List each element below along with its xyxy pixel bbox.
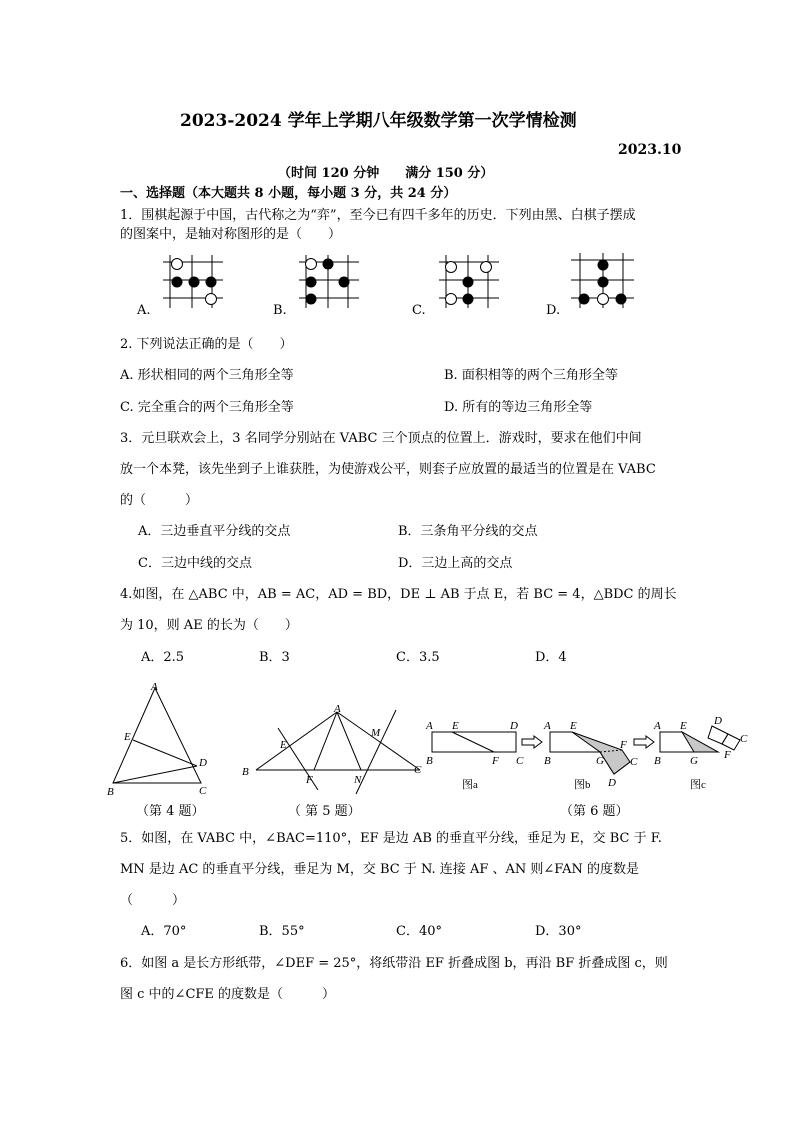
go-board-d (568, 250, 638, 310)
exam-date: 2023.10 (618, 142, 682, 158)
svg-text:D: D (510, 720, 518, 732)
svg-text:E: E (680, 720, 687, 732)
svg-text:A: A (654, 720, 661, 732)
svg-text:A: A (151, 681, 158, 693)
svg-text:C: C (414, 764, 422, 776)
figure-4 (105, 680, 215, 800)
q3-line3: 的（ ） (120, 493, 199, 508)
q3-line1: 3．元旦联欢会上，3 名同学分别站在 VABC 三个顶点的位置上．游戏时，要求在他们中间 (120, 431, 642, 446)
q5-option-a[interactable]: A．70° (141, 924, 187, 939)
svg-text:B: B (107, 786, 114, 798)
q1-option-b[interactable]: B. (273, 303, 287, 318)
svg-text:D: D (714, 715, 722, 727)
q5-line1: 5．如图，在 VABC 中，∠BAC=110°，EF 是边 AB 的垂直平分线，垂足为 E，交 BC 于 F. (120, 831, 662, 846)
svg-text:B: B (242, 766, 249, 778)
svg-text:F: F (306, 774, 313, 786)
q1-line1: 1．围棋起源于中国，古代称之为“弈”，至今已有四千多年的历史．下列由黑、白棋子摆成 (120, 208, 636, 223)
fig6-caption: （第 6 题） (560, 804, 629, 819)
q2-option-c[interactable]: C. 完全重合的两个三角形全等 (120, 400, 294, 415)
q3-option-a[interactable]: A．三边垂直平分线的交点 (138, 524, 291, 539)
q2-stem: 2. 下列说法正确的是（ ） (120, 337, 293, 352)
q1-line2: 的图案中，是轴对称图形的是（ ） (120, 227, 342, 242)
q1-option-d[interactable]: D. (546, 303, 561, 318)
svg-text:A: A (426, 720, 433, 732)
fig4-caption: （第 4 题） (136, 804, 205, 819)
q5-option-b[interactable]: B．55° (259, 924, 305, 939)
q2-option-d[interactable]: D. 所有的等边三角形全等 (444, 400, 593, 415)
svg-text:B: B (544, 755, 551, 767)
page-title: 2023-2024 学年上学期八年级数学第一次学情检测 (180, 111, 577, 131)
section-heading: 一、选择题（本大题共 8 小题，每小题 3 分，共 24 分） (120, 186, 457, 201)
svg-text:E: E (452, 720, 459, 732)
svg-text:G: G (690, 755, 698, 767)
svg-text:C: C (199, 785, 207, 797)
q3-option-c[interactable]: C．三边中线的交点 (138, 556, 252, 571)
q6-line1: 6．如图 a 是长方形纸带，∠DEF = 25°，将纸带沿 EF 折叠成图 b，再沿 BF 折叠成图 c，则 (120, 956, 668, 971)
go-board-c (436, 252, 506, 312)
go-board-a (160, 252, 230, 312)
svg-text:C: C (740, 733, 748, 745)
svg-text:F: F (492, 755, 499, 767)
time-info: （时间 120 分钟 满分 150 分） (278, 166, 494, 181)
svg-text:B: B (426, 755, 433, 767)
q5-line3: （ ） (120, 893, 186, 908)
go-board-b (296, 252, 366, 312)
q4-line1: 4.如图，在 △ABC 中，AB = AC，AD = BD，DE ⊥ AB 于点 E，若 BC = 4，△BDC 的周长 (120, 587, 677, 602)
figure-5 (238, 700, 438, 800)
q5-option-d[interactable]: D．30° (535, 924, 582, 939)
svg-text:B: B (654, 755, 661, 767)
svg-text:图c: 图c (690, 779, 706, 791)
svg-text:N: N (354, 774, 362, 786)
q3-line2: 放一个本凳，该先坐到子上谁获胜，为使游戏公平，则套子应放置的最适当的位置是在 VABC (120, 462, 656, 477)
svg-text:D: D (608, 777, 616, 789)
q4-option-a[interactable]: A．2.5 (141, 650, 185, 665)
q4-option-c[interactable]: C．3.5 (396, 650, 440, 665)
q3-option-b[interactable]: B．三条角平分线的交点 (398, 524, 538, 539)
svg-text:E: E (124, 731, 131, 743)
q3-option-d[interactable]: D．三边上高的交点 (398, 556, 513, 571)
svg-text:M: M (371, 727, 381, 739)
svg-text:A: A (334, 703, 341, 715)
q2-option-b[interactable]: B. 面积相等的两个三角形全等 (444, 368, 618, 383)
svg-text:C: C (630, 756, 638, 768)
q5-option-c[interactable]: C．40° (396, 924, 442, 939)
svg-text:图a: 图a (462, 779, 478, 791)
q1-option-a[interactable]: A. (137, 303, 151, 318)
q6-line2: 图 c 中的∠CFE 的度数是（ ） (120, 987, 336, 1002)
svg-text:A: A (544, 720, 551, 732)
q5-line2: MN 是边 AC 的垂直平分线，垂足为 M，交 BC 于 N. 连接 AF 、AN 则∠FAN 的度数是 (120, 862, 640, 877)
svg-text:F: F (724, 749, 731, 761)
q4-option-b[interactable]: B．3 (259, 650, 290, 665)
svg-text:D: D (199, 757, 207, 769)
svg-text:F: F (620, 739, 627, 751)
svg-text:图b: 图b (574, 779, 591, 791)
figure-6 (422, 712, 752, 812)
svg-text:G: G (596, 755, 604, 767)
q4-line2: 为 10，则 AE 的长为（ ） (120, 618, 298, 633)
fig5-caption: （ 第 5 题） (288, 804, 361, 819)
svg-text:E: E (570, 720, 577, 732)
q4-option-d[interactable]: D．4 (535, 650, 567, 665)
q2-option-a[interactable]: A. 形状相同的两个三角形全等 (120, 368, 294, 383)
svg-text:C: C (516, 755, 524, 767)
svg-text:E: E (280, 739, 287, 751)
q1-option-c[interactable]: C. (412, 303, 426, 318)
